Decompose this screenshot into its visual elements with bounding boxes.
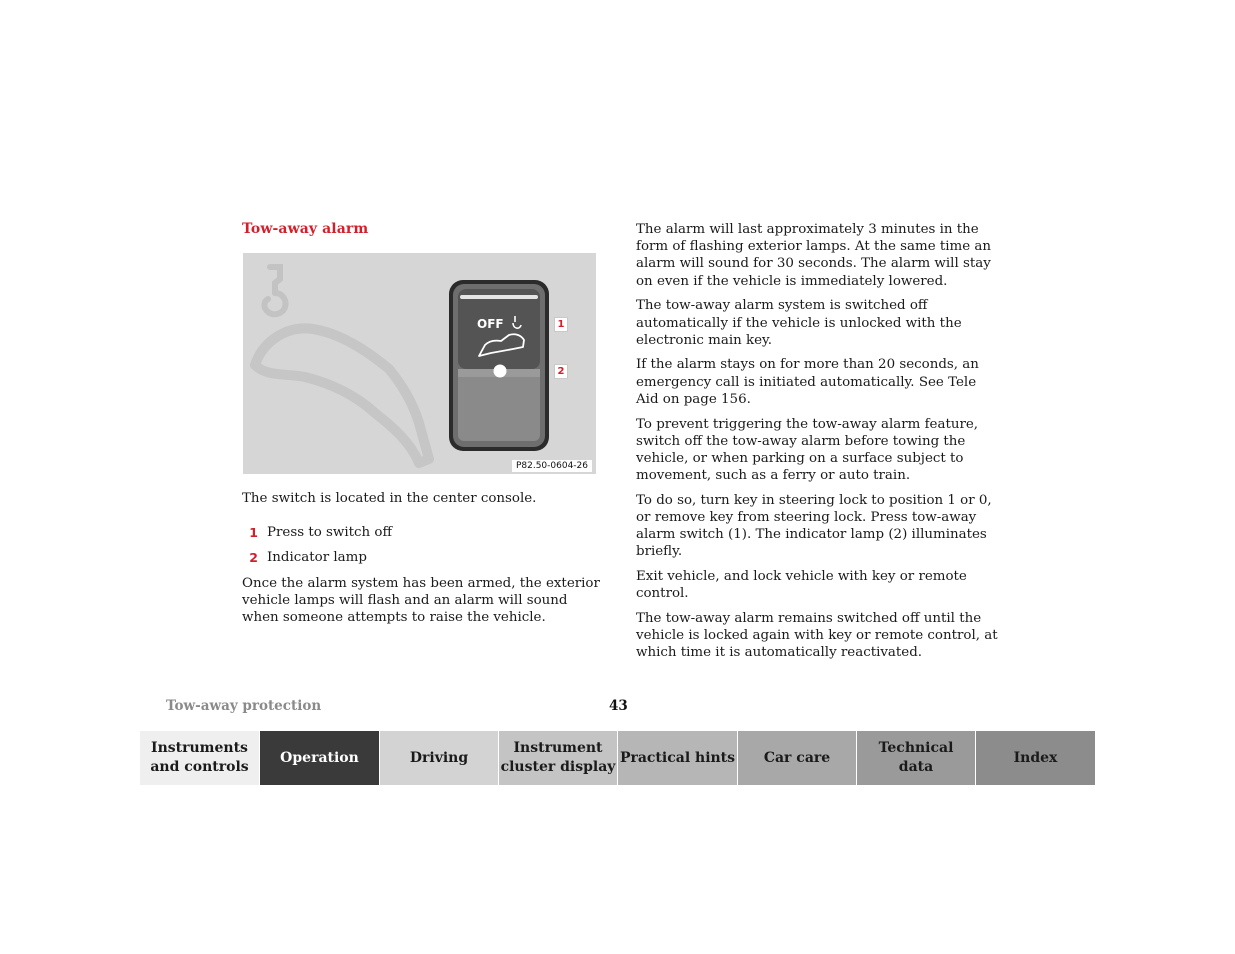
paragraph: The alarm will last approximately 3 minutes in the form of flashing exterior lamps. At the same time an alarm will sound for 30 seconds. The alarm will stay on even if the vehicle is immediately lowered. [636, 222, 992, 289]
page-number: 43 [609, 698, 628, 714]
background-hook-icon [264, 267, 285, 314]
section-heading: Tow-away alarm [242, 221, 369, 237]
list-item-text: Press to switch off [267, 525, 392, 540]
paragraph: To do so, turn key in steering lock to position 1 or 0, or remove key from steering lock. Press tow-away alarm switch (1). The indicator lamp (2) illuminates briefly. [636, 492, 992, 560]
alarm-switch-icon [449, 280, 549, 451]
callout-1: 1 [554, 317, 568, 332]
right-column [636, 221, 998, 669]
nav-tab-practical-hints[interactable]: Practical hints [618, 731, 738, 785]
paragraph: The tow-away alarm system is switched off automatically if the vehicle is unlocked with the electronic main key. [636, 298, 962, 348]
nav-tab-instruments-and-controls[interactable]: Instruments and controls [140, 731, 260, 785]
chapter-navigation [140, 731, 1095, 785]
footer-section-title: Tow-away protection [166, 698, 322, 714]
paragraph: The tow-away alarm remains switched off until the vehicle is locked again with key or remote control, at which time it is automatically reactivated. [636, 611, 998, 661]
list-item-text: Indicator lamp [267, 550, 367, 566]
callout-legend [242, 524, 602, 574]
alarm-armed-text: Once the alarm system has been armed, the exterior vehicle lamps will flash and an alarm will sound when someone attempts to raise the vehicle. [242, 576, 600, 626]
callout-2: 2 [554, 364, 568, 379]
list-item-number: 1 [249, 525, 258, 540]
svg-text:OFF: OFF [477, 317, 504, 331]
background-car-icon [255, 328, 429, 463]
nav-tab-technical-data[interactable]: Technical data [857, 731, 976, 785]
switch-illustration [243, 253, 596, 474]
list-item-number: 2 [249, 550, 258, 566]
tow-away-switch-drawing [243, 253, 596, 474]
switch-location-text: The switch is located in the center console. [242, 491, 537, 506]
nav-tab-operation[interactable]: Operation [260, 731, 380, 785]
list-item [242, 524, 602, 541]
nav-tab-car-care[interactable]: Car care [738, 731, 857, 785]
nav-tab-index[interactable]: Index [976, 731, 1095, 785]
nav-tab-instrument-cluster-display[interactable]: Instrument cluster display [499, 731, 618, 785]
list-item [242, 549, 602, 566]
paragraph: If the alarm stays on for more than 20 seconds, an emergency call is initiated automatically. See Tele Aid on page 156. [636, 357, 979, 407]
figure-code: P82.50-0604-26 [512, 460, 592, 472]
paragraph: To prevent triggering the tow-away alarm feature, switch off the tow-away alarm before towing the vehicle, or when parking on a surface subject to movement, such as a ferry or auto train. [636, 416, 979, 484]
nav-tab-driving[interactable]: Driving [380, 731, 499, 785]
paragraph: Exit vehicle, and lock vehicle with key or remote control. [636, 569, 967, 602]
